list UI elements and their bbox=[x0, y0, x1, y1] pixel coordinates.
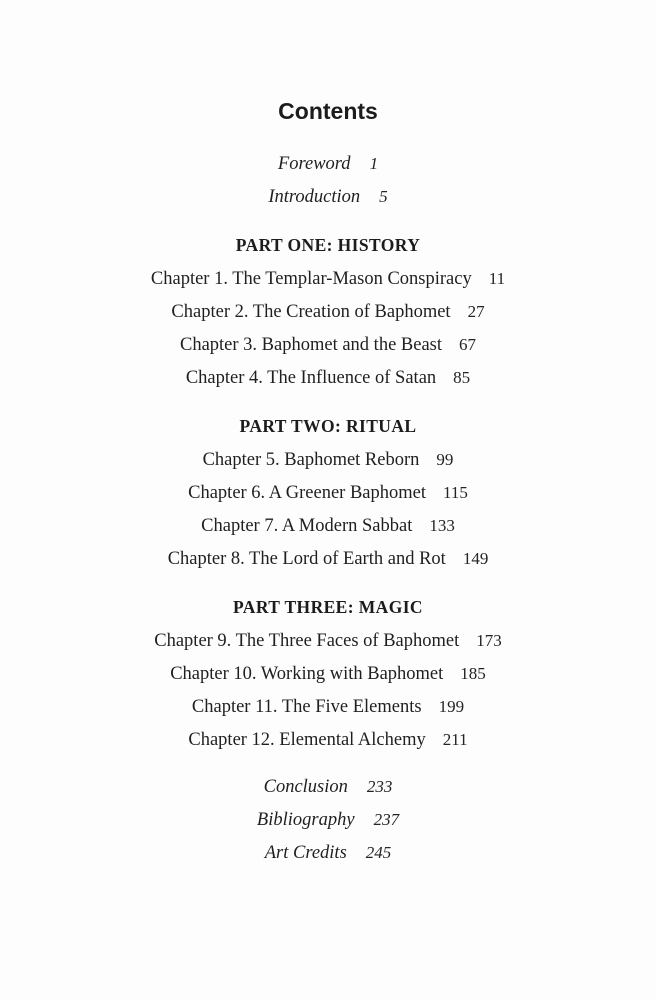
entry-page-number: 199 bbox=[438, 697, 465, 716]
back-matter-section bbox=[0, 770, 656, 869]
entry-label: Chapter 5. Baphomet Reborn bbox=[202, 450, 420, 470]
entry-label: Conclusion bbox=[263, 777, 348, 797]
toc-entry-chapter-5 bbox=[0, 443, 656, 476]
part-one-heading: PART ONE: HISTORY bbox=[235, 235, 421, 255]
part-two-section bbox=[0, 410, 656, 575]
entry-page-number: 85 bbox=[453, 368, 471, 387]
toc-entry-art-credits bbox=[0, 836, 656, 869]
toc-entry-chapter-2 bbox=[0, 295, 656, 328]
toc-entry-chapter-11 bbox=[0, 690, 656, 723]
entry-page-number: 1 bbox=[369, 154, 379, 173]
toc-entry-chapter-10 bbox=[0, 657, 656, 690]
toc-entry-chapter-8 bbox=[0, 542, 656, 575]
toc-entry-conclusion bbox=[0, 770, 656, 803]
page-title: Contents bbox=[278, 98, 378, 124]
entry-label: Chapter 9. The Three Faces of Baphomet bbox=[154, 631, 460, 651]
entry-page-number: 99 bbox=[436, 450, 454, 469]
part-two-heading: PART TWO: RITUAL bbox=[239, 416, 417, 436]
entry-page-number: 211 bbox=[442, 730, 468, 749]
front-matter-section bbox=[0, 147, 656, 213]
entry-label: Chapter 1. The Templar-Mason Conspiracy bbox=[150, 269, 472, 289]
part-three-heading: PART THREE: MAGIC bbox=[233, 597, 423, 617]
entry-label: Chapter 11. The Five Elements bbox=[191, 697, 422, 717]
entry-label: Chapter 8. The Lord of Earth and Rot bbox=[167, 549, 446, 569]
toc-entry-chapter-12 bbox=[0, 723, 656, 756]
entry-page-number: 173 bbox=[476, 631, 502, 650]
entry-page-number: 237 bbox=[373, 810, 400, 829]
entry-page-number: 245 bbox=[365, 843, 392, 862]
toc-entry-foreword bbox=[0, 147, 656, 180]
toc-entry-bibliography bbox=[0, 803, 656, 836]
toc-entry-chapter-6 bbox=[0, 476, 656, 509]
entry-page-number: 67 bbox=[459, 335, 477, 354]
toc-entry-chapter-1 bbox=[0, 262, 656, 295]
toc-entry-chapter-4 bbox=[0, 361, 656, 394]
entry-page-number: 233 bbox=[366, 777, 393, 796]
toc-entry-chapter-9 bbox=[0, 624, 656, 657]
entry-label: Chapter 2. The Creation of Baphomet bbox=[171, 302, 451, 322]
toc-entry-chapter-3 bbox=[0, 328, 656, 361]
entry-page-number: 133 bbox=[429, 516, 455, 535]
entry-label: Bibliography bbox=[256, 810, 355, 830]
toc-entry-chapter-7 bbox=[0, 509, 656, 542]
entry-page-number: 115 bbox=[443, 483, 468, 502]
entry-label: Chapter 7. A Modern Sabbat bbox=[201, 516, 413, 536]
entry-page-number: 5 bbox=[379, 187, 388, 206]
entry-page-number: 185 bbox=[460, 664, 486, 683]
entry-page-number: 149 bbox=[462, 549, 489, 568]
entry-page-number: 27 bbox=[467, 302, 485, 321]
entry-page-number: 11 bbox=[488, 269, 506, 288]
entry-label: Chapter 10. Working with Baphomet bbox=[170, 664, 444, 684]
part-three-section bbox=[0, 591, 656, 756]
entry-label: Chapter 6. A Greener Baphomet bbox=[188, 483, 426, 503]
entry-label: Art Credits bbox=[264, 843, 347, 863]
entry-label: Introduction bbox=[268, 187, 361, 207]
entry-label: Foreword bbox=[277, 154, 351, 174]
part-one-section bbox=[0, 229, 656, 394]
toc-entry-introduction bbox=[0, 180, 656, 213]
entry-label: Chapter 4. The Influence of Satan bbox=[185, 368, 437, 388]
entry-label: Chapter 3. Baphomet and the Beast bbox=[179, 335, 443, 355]
entry-label: Chapter 12. Elemental Alchemy bbox=[188, 730, 426, 750]
